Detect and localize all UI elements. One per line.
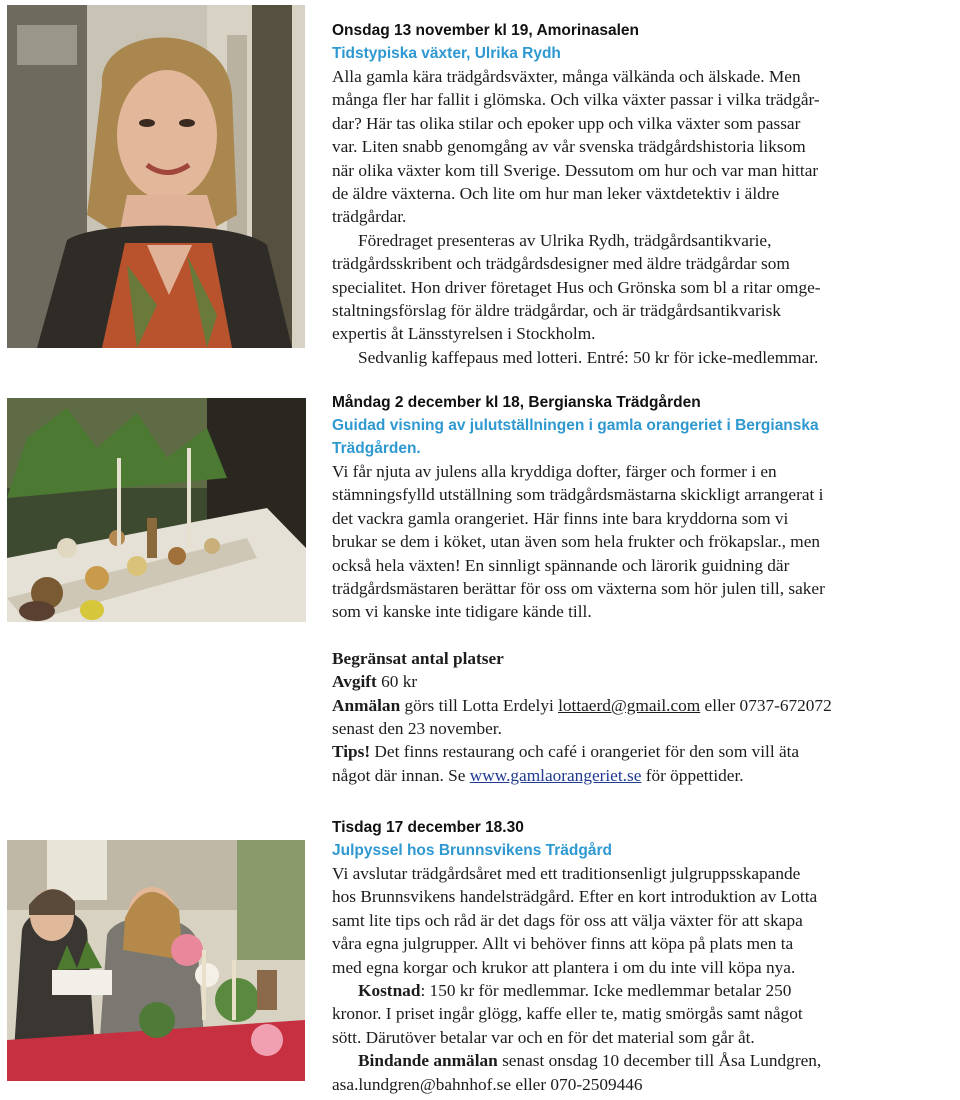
- signup-deadline: senast den 23 november.: [332, 719, 502, 739]
- body-line: Föredraget presenteras av Ulrika Rydh, trädgårdsantikvarie,: [358, 230, 772, 250]
- event-2-heading: Måndag 2 december kl 18, Bergianska Trädgården: [332, 394, 701, 411]
- limited-seats: Begränsat antal platser: [332, 648, 504, 668]
- binding-label: Bindande anmälan: [358, 1051, 498, 1071]
- cost-label: Kostnad: [358, 981, 421, 1001]
- portrait-woman-icon: [7, 5, 305, 348]
- event-3-body: [332, 862, 958, 1096]
- body-line: stämningsfylld utställning som trädgårdsmästarna skickligt arrangerat i: [332, 485, 824, 505]
- body-line: kronor. I priset ingår glögg, kaffe eller te, matig smörgås samt något: [332, 1004, 803, 1024]
- event-3-heading: Tisdag 17 december 18.30: [332, 819, 524, 836]
- body-line: samt lite tips och råd är det dags för oss att välja växter för att skapa: [332, 910, 803, 930]
- body-line: dar? Här tas olika stilar och epoker upp och vilka växter som passar: [332, 113, 801, 133]
- tips-line-2: något där innan. Se www.gamlaorangeriet.se för öppettider.: [332, 765, 744, 785]
- body-line: Vi får njuta av julens alla kryddiga dofter, färger och former i en: [332, 462, 777, 481]
- body-line: trädgårdsmästaren berättar för oss om växterna som hör julen till, saker: [332, 579, 825, 599]
- body-line: trädgårdsskribent och trädgårdsdesigner med äldre trädgårdar som: [332, 254, 790, 274]
- body-line: när olika växter kom till Sverige. Dessutom om hur och var man hittar: [332, 160, 819, 180]
- event-3: [332, 816, 958, 1096]
- event-1-subheading: Tidstypiska växter, Ulrika Rydh: [332, 45, 561, 62]
- body-line: sött. Därutöver betalar var och en för det material som går åt.: [332, 1027, 755, 1047]
- body-line: trädgårdar.: [332, 207, 407, 227]
- spice-exhibition-icon: [7, 398, 306, 622]
- event-2-body: [332, 460, 958, 787]
- body-line: expertis åt Länsstyrelsen i Stockholm.: [332, 324, 596, 344]
- signup-email-link[interactable]: lottaerd@gmail.com: [558, 695, 701, 715]
- body-line: Alla gamla kära trädgårdsväxter, många välkända och älskade. Men: [332, 67, 801, 86]
- fee-value: 60 kr: [376, 672, 418, 692]
- body-line: Vi avslutar trädgårdsåret med ett traditionsenligt julgruppsskapande: [332, 864, 801, 883]
- event-2-subheading: Trädgården.: [332, 440, 421, 457]
- body-line: våra egna julgrupper. Allt vi behöver finns att köpa på plats men ta: [332, 934, 794, 954]
- binding-contact: asa.lundgren@bahnhof.se eller 070-2509446: [332, 1074, 643, 1094]
- event-1-heading: Onsdag 13 november kl 19, Amorinasalen: [332, 22, 639, 39]
- body-line: det vackra gamla orangeriet. Här finns inte bara kryddorna som vi: [332, 508, 789, 528]
- body-line: som vi kanske inte tidigare kände till.: [332, 602, 592, 622]
- event-2-subheading: Guidad visning av julutställningen i gamla orangeriet i Bergianska: [332, 417, 819, 434]
- event-2: [332, 391, 958, 787]
- photo-exhibition: [7, 398, 306, 622]
- fee-label: Avgift: [332, 672, 377, 692]
- tips-label: Tips!: [332, 742, 371, 762]
- photo-crafts: [7, 840, 305, 1081]
- event-1: [332, 19, 958, 369]
- tips-line: Tips! Det finns restaurang och café i orangeriet för den som vill äta: [332, 742, 800, 762]
- binding-line: Bindande anmälan senast onsdag 10 december till Åsa Lundgren,: [358, 1051, 822, 1071]
- event-1-body: [332, 65, 958, 369]
- body-line: Sedvanlig kaffepaus med lotteri. Entré: 50 kr för icke-medlemmar.: [358, 347, 819, 367]
- fee-line: [332, 670, 958, 693]
- body-line: många fler har fallit i glömska. Och vilka växter passar i vilka trädgår-: [332, 90, 820, 110]
- body-line: också hela växten! En sinnligt spännande och lärorik guidning där: [332, 555, 790, 575]
- body-line: var. Liten snabb genomgång av vår svenska trädgårdshistoria liksom: [332, 137, 806, 157]
- cost-line: Kostnad: 150 kr för medlemmar. Icke medlemmar betalar 250: [358, 981, 792, 1001]
- photo-portrait: [7, 5, 305, 348]
- body-line: staltningsförslag för äldre trädgårdar, och är trädgårdsantikvarisk: [332, 301, 781, 321]
- orangeriet-website-link[interactable]: www.gamlaorangeriet.se: [469, 765, 642, 785]
- body-line: med egna korgar och krukor att plantera i om du inte vill köpa nya.: [332, 957, 796, 977]
- body-line: brukar se dem i köket, utan även som hela frukter och frökapslar., men: [332, 532, 821, 552]
- event-3-subheading: Julpyssel hos Brunnsvikens Trädgård: [332, 842, 612, 859]
- christmas-crafts-icon: [7, 840, 305, 1081]
- signup-label: Anmälan: [332, 695, 401, 715]
- signup-line: Anmälan görs till Lotta Erdelyi lottaerd@gmail.com eller 0737-672072: [332, 695, 832, 715]
- body-line: specialitet. Hon driver företaget Hus och Grönska som bl a ritar omge-: [332, 277, 821, 297]
- body-line: de äldre växterna. Och lite om hur man leker växtdetektiv i äldre: [332, 184, 780, 204]
- body-line: hos Brunnsvikens handelsträdgård. Efter en kort introduktion av Lotta: [332, 887, 818, 907]
